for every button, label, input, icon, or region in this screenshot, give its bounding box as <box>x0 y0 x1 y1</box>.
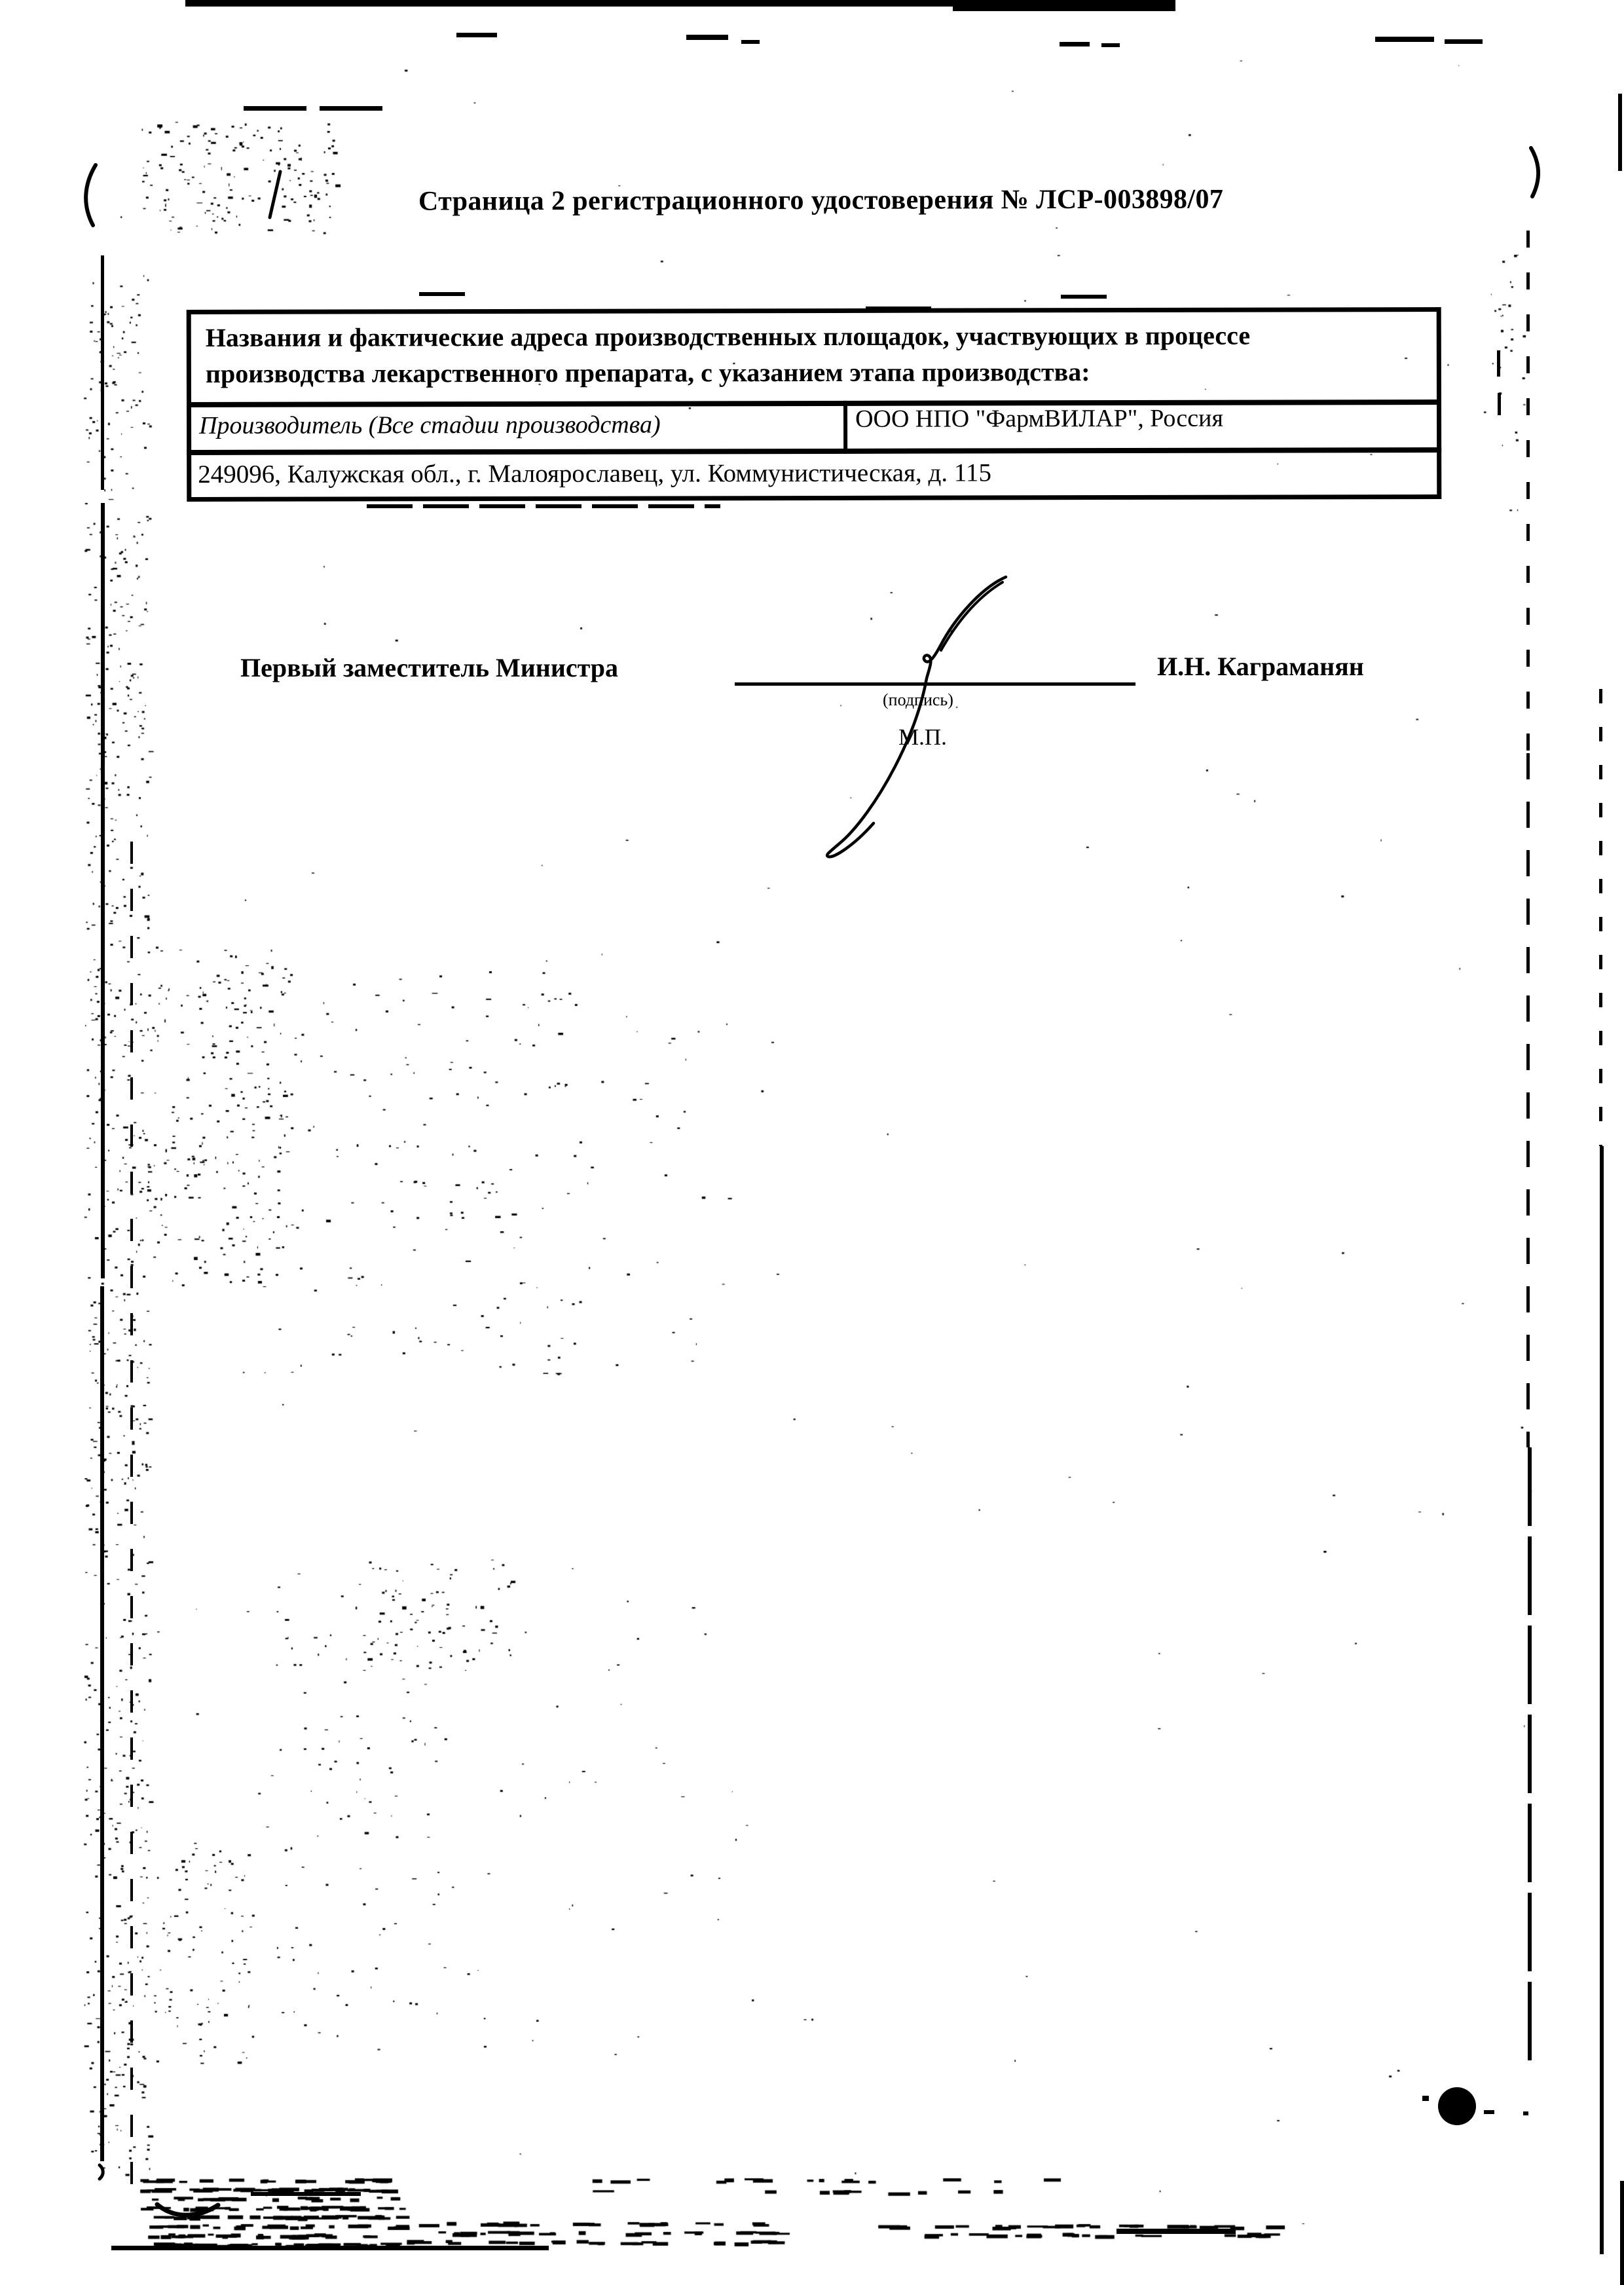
ink-speck <box>1422 2096 1429 2101</box>
scan-artifact-dash <box>741 40 760 44</box>
table-horizontal-rule <box>187 399 1441 407</box>
scan-artifact-dashed-rule <box>244 106 393 111</box>
signature-caption: (подпись) <box>883 690 953 709</box>
scan-artifact-dash <box>1497 350 1500 377</box>
scan-artifact-bottom-line <box>111 2246 549 2250</box>
scan-artifact-right-dashed-line <box>1528 1447 1532 2068</box>
table-header-cell: Названия и фактические адреса производственных площадок, участвующих в процессе производства лекарственного препарата, с указанием этапа производства: <box>205 320 1251 388</box>
scan-artifact-right-edge-line <box>1620 2181 1624 2285</box>
producer-value-cell: ООО НПО "ФармВИЛАР", Россия <box>855 404 1223 433</box>
scan-artifact-left-vertical-line <box>101 255 104 490</box>
production-sites-table <box>187 307 1442 502</box>
producer-label-cell: Производитель (Все стадии производства) <box>199 411 661 439</box>
ink-blot <box>1438 2087 1476 2125</box>
scan-artifact-right-vertical-line <box>1600 1146 1604 2254</box>
signatory-title: Первый заместитель Министра <box>240 653 619 682</box>
scan-artifact-dash <box>456 33 497 37</box>
scan-artifact-bottom-line <box>1116 2229 1236 2234</box>
scan-artifact-left-vertical-line <box>100 1286 104 2161</box>
scan-artifact-dash <box>1375 37 1434 42</box>
table-horizontal-rule <box>187 447 1441 455</box>
scan-artifact-bottom-line <box>251 2192 361 2196</box>
scan-artifact-dash <box>1061 295 1107 299</box>
scan-artifact-dash <box>1060 42 1090 46</box>
scan-artifact-right-dashed-line <box>1526 231 1530 753</box>
scan-artifact-dash <box>1101 43 1120 47</box>
scan-artifact-left-dashed-line <box>130 842 133 2189</box>
scan-artifact-dashed-rule <box>367 504 720 508</box>
scan-artifact-edge-tick <box>1618 94 1622 171</box>
scan-artifact-right-dashed-line <box>1599 689 1602 1146</box>
table-column-divider <box>843 401 847 454</box>
signatory-name: И.Н. Каграманян <box>1157 652 1364 681</box>
page-header-line: Страница 2 регистрационного удостоверения № ЛСР-003898/07 <box>418 184 1224 217</box>
scan-artifact-left-vertical-line <box>101 503 105 1278</box>
ink-speck <box>1523 2111 1528 2115</box>
producer-address-cell: 249096, Калужская обл., г. Малоярославец, ул. Коммунистическая, д. 115 <box>198 458 991 489</box>
signature-line <box>735 682 1135 686</box>
scan-artifact-top-bar-thick <box>953 0 1175 11</box>
scan-artifact-right-dashed-line <box>1526 753 1530 1447</box>
scan-artifact-dash <box>1445 39 1483 44</box>
seal-placeholder-label: М.П. <box>898 724 947 750</box>
ink-speck <box>1484 2110 1494 2114</box>
scan-artifact-dash <box>419 292 465 296</box>
scan-artifact-dash <box>686 35 728 40</box>
scan-artifact-dash <box>1498 393 1501 415</box>
